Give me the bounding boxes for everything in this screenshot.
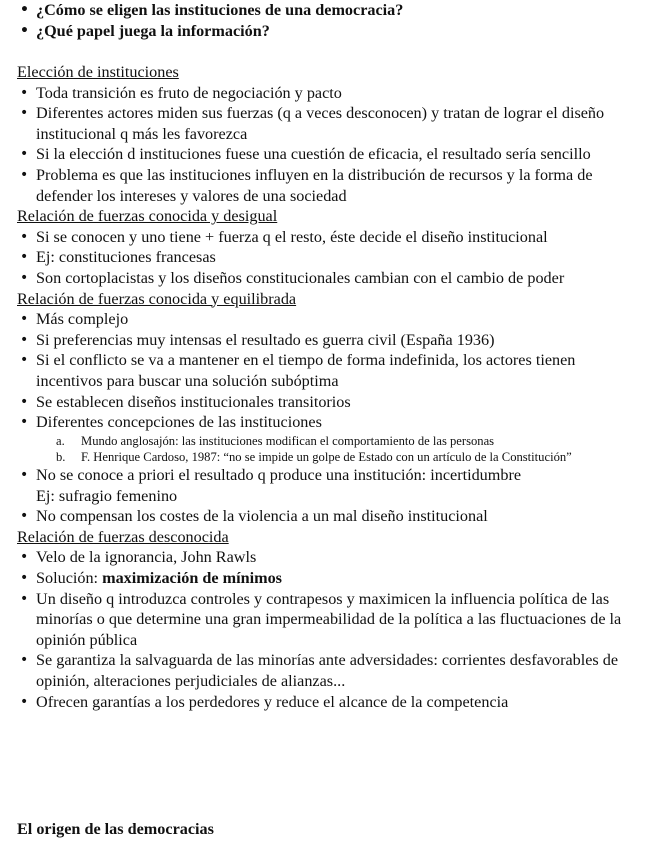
list-item-text: Diferentes concepciones de las instituciones bbox=[36, 413, 322, 432]
list-item bbox=[17, 568, 637, 589]
list-item: • Más complejo bbox=[17, 309, 637, 330]
sub-list-text: F. Henrique Cardoso, 1987: “no se impide un golpe de Estado con un artículo de la Constitución” bbox=[81, 449, 572, 464]
list-item: • No compensan los costes de la violencia a un mal diseño institucional bbox=[17, 506, 637, 527]
solution-label: Solución: bbox=[36, 569, 103, 588]
list-item: • Si el conflicto se va a mantener en el tiempo de forma indefinida, los actores tienen incentivos para buscar una solución subóptima bbox=[17, 350, 637, 391]
sub-list-marker: a. bbox=[56, 433, 65, 448]
section-heading-equilibrada: Relación de fuerzas conocida y equilibrada bbox=[17, 289, 297, 308]
list-item-text: • No se conoce a priori el resultado q produce una institución: incertidumbre bbox=[36, 466, 522, 485]
section-heading-desigual: Relación de fuerzas conocida y desigual bbox=[17, 207, 278, 226]
intro-question: • ¿Cómo se eligen las instituciones de una democracia? bbox=[17, 0, 637, 21]
sub-list-item bbox=[0, 449, 637, 465]
list-item: • Problema es que las instituciones influyen en la distribución de recursos y la forma de defender los intereses y valores de una sociedad bbox=[17, 165, 637, 206]
notes-body bbox=[17, 62, 637, 712]
list-item: • Se garantiza la salvaguarda de las minorías ante adversidades: corrientes desfavorables de opinión, alteraciones perjudiciales de alianzas... bbox=[17, 650, 637, 691]
list-item: • Un diseño q introduzca controles y contrapesos y maximicen la influencia política de las minorías o que determine una gran impermeabilidad de la política a las fluctuaciones de la opinión pública bbox=[17, 589, 637, 651]
example-line: Ej: sufragio femenino bbox=[36, 486, 178, 505]
section-heading-eleccion: Elección de instituciones bbox=[17, 63, 179, 81]
sub-list-marker: b. bbox=[56, 449, 66, 464]
intro-questions bbox=[17, 0, 637, 41]
intro-question: • ¿Qué papel juega la información? bbox=[17, 21, 637, 42]
list-item bbox=[17, 465, 637, 506]
section-heading-desconocida: Relación de fuerzas desconocida bbox=[17, 527, 229, 546]
list-item: • Si preferencias muy intensas el resultado es guerra civil (España 1936) bbox=[17, 330, 637, 351]
list-item: • Ofrecen garantías a los perdedores y reduce el alcance de la competencia bbox=[17, 692, 637, 713]
list-item: • Velo de la ignorancia, John Rawls bbox=[17, 547, 637, 568]
list-item: • Ej: constituciones francesas bbox=[17, 247, 637, 268]
bullet-list bbox=[17, 227, 637, 289]
list-item: • Son cortoplacistas y los diseños constitucionales cambian con el cambio de poder bbox=[17, 268, 637, 289]
list-item: • Si la elección d instituciones fuese una cuestión de eficacia, el resultado sería sencillo bbox=[17, 144, 637, 165]
list-item bbox=[17, 412, 637, 465]
list-item: • Toda transición es fruto de negociación y pacto bbox=[17, 83, 637, 104]
list-item: • Si se conocen y uno tiene + fuerza q el resto, éste decide el diseño institucional bbox=[17, 227, 637, 248]
bullet-list bbox=[17, 309, 637, 527]
sub-list-text: Mundo anglosajón: las instituciones modifican el comportamiento de las personas bbox=[81, 433, 495, 448]
list-item: • Se establecen diseños institucionales transitorios bbox=[17, 392, 637, 413]
bullet-list bbox=[17, 83, 637, 207]
next-section-heading: El origen de las democracias bbox=[17, 820, 214, 838]
sub-list bbox=[0, 433, 637, 465]
sub-list-item bbox=[0, 433, 637, 449]
bullet-list bbox=[17, 547, 637, 712]
list-item: • Diferentes actores miden sus fuerzas (q a veces desconocen) y tratan de lograr el diseño institucional q más les favorezca bbox=[17, 103, 637, 144]
solution-emphasis: maximización de mínimos bbox=[102, 569, 282, 588]
